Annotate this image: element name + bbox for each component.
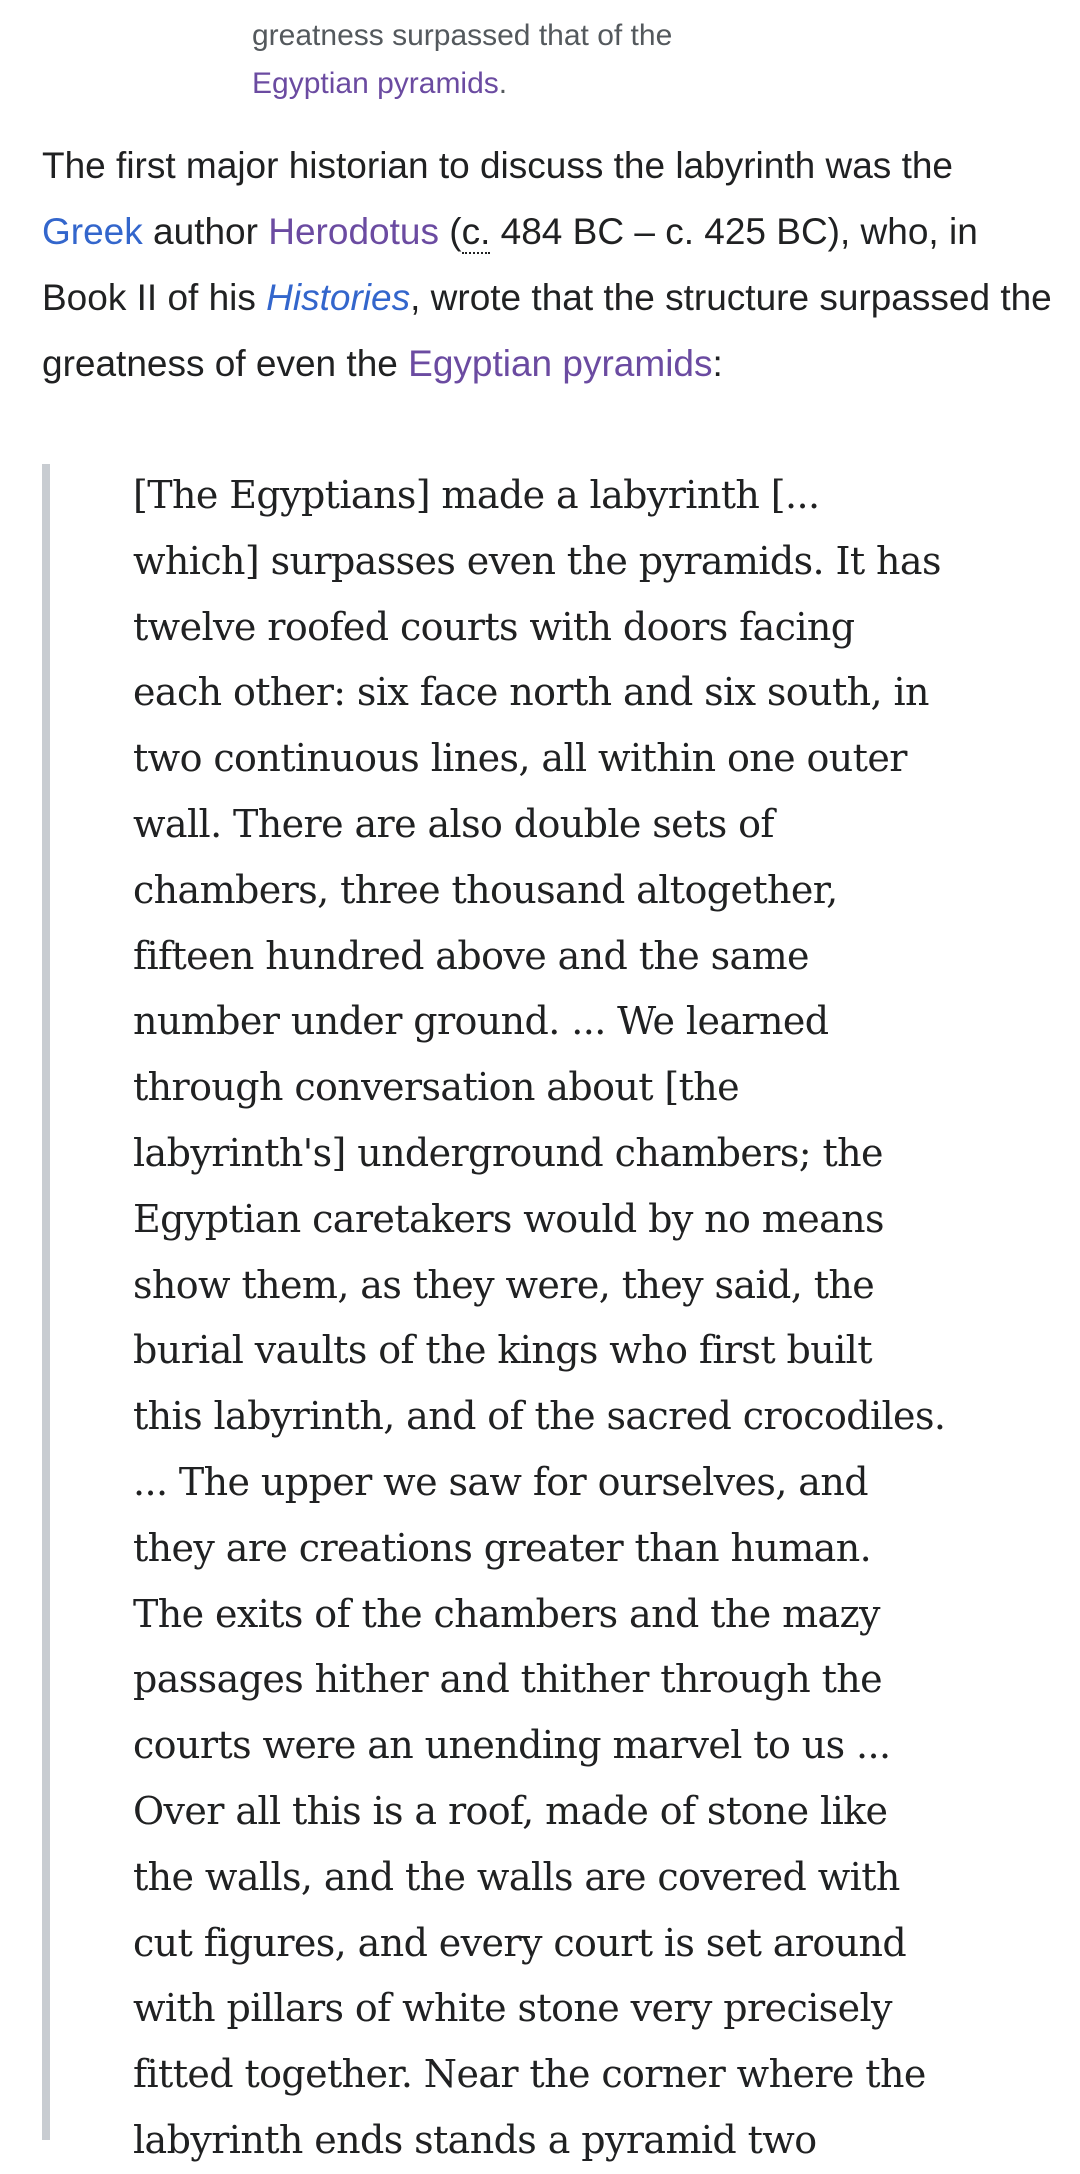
intro-text-5: , wrote that the structure surpassed the greatness of even the — [42, 277, 1052, 384]
intro-text-3: ( — [438, 211, 462, 252]
blockquote-line: Over all this is a roof, made of stone like — [133, 1788, 888, 1833]
intro-text-2: author — [142, 211, 269, 252]
blockquote-line: the walls, and the walls are covered with — [133, 1854, 900, 1899]
link-herodotus[interactable]: Herodotus — [268, 211, 439, 252]
blockquote-line: with pillars of white stone very precisely — [133, 1986, 892, 2031]
link-greek[interactable]: Greek — [42, 211, 143, 252]
blockquote-line: labyrinth ends stands a pyramid two — [133, 2117, 817, 2162]
intro-text-6: : — [712, 343, 723, 384]
blockquote-line: burial vaults of the kings who first built — [133, 1328, 872, 1373]
blockquote-line: each other: six face north and six south, in — [133, 670, 929, 715]
blockquote-line: show them, as they were, they said, the — [133, 1262, 875, 1307]
blockquote-line: two continuous lines, all within one outer — [133, 736, 907, 781]
blockquote-line: they are creations greater than human. — [133, 1525, 872, 1570]
intro-paragraph — [42, 133, 1052, 397]
caption-link-egyptian-pyramids[interactable]: Egyptian pyramids — [252, 67, 499, 100]
blockquote-line: fitted together. Near the corner where the — [133, 2052, 926, 2097]
blockquote-border — [42, 464, 50, 2140]
blockquote-line: which] surpasses even the pyramids. It has — [133, 538, 941, 583]
caption-period: . — [498, 67, 508, 100]
blockquote-line: through conversation about [the — [133, 1065, 740, 1110]
blockquote-line: twelve roofed courts with doors facing — [133, 604, 855, 649]
blockquote-line: cut figures, and every court is set around — [133, 1920, 907, 1965]
intro-text-1: The first major historian to discuss the labyrinth was the — [42, 145, 953, 186]
circa-abbreviation[interactable]: c. — [461, 211, 491, 252]
blockquote-line: labyrinth's] underground chambers; the — [133, 1130, 883, 1175]
histories-title: Histories — [266, 277, 411, 318]
blockquote-line: Egyptian caretakers would by no means — [133, 1196, 884, 1241]
blockquote-line: number under ground. ... We learned — [133, 999, 829, 1044]
blockquote-line: chambers, three thousand altogether, — [133, 867, 838, 912]
blockquote-line: The exits of the chambers and the mazy — [133, 1591, 880, 1636]
blockquote-line: this labyrinth, and of the sacred crocodiles. — [133, 1394, 946, 1439]
blockquote-line: ... The upper we saw for ourselves, and — [133, 1459, 868, 1504]
blockquote-line: passages hither and thither through the — [133, 1657, 883, 1702]
link-egyptian-pyramids[interactable]: Egyptian pyramids — [408, 343, 713, 384]
blockquote-line: fifteen hundred above and the same — [133, 933, 809, 978]
caption-line-2 — [252, 60, 792, 108]
blockquote-line: wall. There are also double sets of — [133, 801, 774, 846]
intro-text-4: 484 BC – c. 425 BC), who, in Book II of his — [42, 211, 978, 318]
blockquote — [133, 463, 978, 2174]
caption-text: greatness surpassed that of the — [252, 19, 673, 52]
blockquote-line: courts were an unending marvel to us ... — [133, 1723, 891, 1768]
blockquote-line: [The Egyptians] made a labyrinth [... — [133, 473, 820, 517]
image-caption — [252, 12, 792, 108]
link-histories[interactable] — [266, 277, 410, 318]
